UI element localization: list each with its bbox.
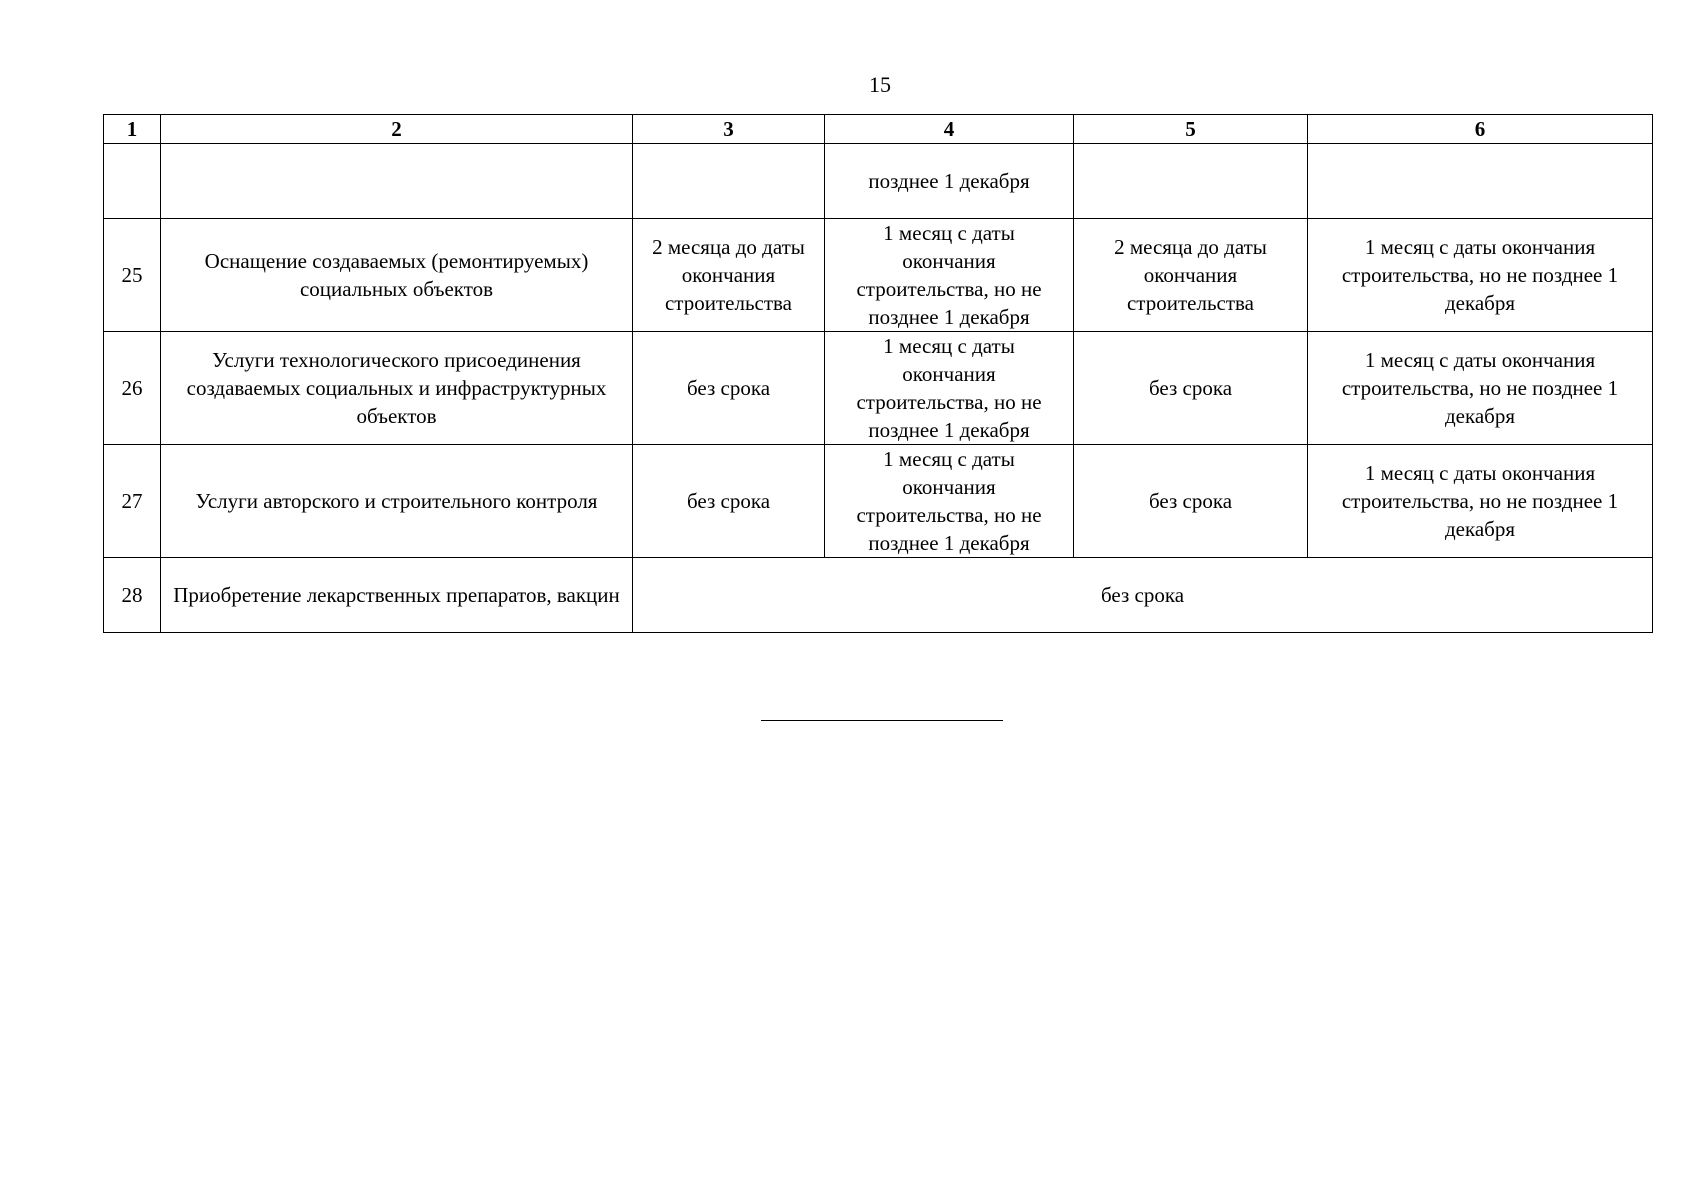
- cell-name: Оснащение создаваемых (ремонтируемых) социальных объектов: [161, 219, 633, 332]
- cell-col4: 1 месяц с даты окончания строительства, но не позднее 1 декабря: [825, 445, 1074, 558]
- cell-number: 28: [104, 558, 161, 633]
- table-row: [104, 332, 1653, 445]
- cell-col5: 2 месяца до даты окончания строительства: [1074, 219, 1308, 332]
- cell-empty: [104, 144, 161, 219]
- header-col-4: 4: [825, 115, 1074, 144]
- cell-name: Приобретение лекарственных препаратов, вакцин: [161, 558, 633, 633]
- deadlines-table: [103, 114, 1653, 633]
- table-header-row: [104, 115, 1653, 144]
- cell-name: Услуги авторского и строительного контроля: [161, 445, 633, 558]
- cell-number: 27: [104, 445, 161, 558]
- cell-col6: 1 месяц с даты окончания строительства, но не позднее 1 декабря: [1308, 332, 1653, 445]
- cell-name: Услуги технологического присоединения создаваемых социальных и инфраструктурных объектов: [161, 332, 633, 445]
- cell-number: 25: [104, 219, 161, 332]
- cell-empty: [161, 144, 633, 219]
- cell-col5: без срока: [1074, 332, 1308, 445]
- cell-number: 26: [104, 332, 161, 445]
- page-number: 15: [869, 72, 891, 97]
- cell-empty: [633, 144, 825, 219]
- cell-col6: 1 месяц с даты окончания строительства, но не позднее 1 декабря: [1308, 445, 1653, 558]
- header-col-6: 6: [1308, 115, 1653, 144]
- header-col-1: 1: [104, 115, 161, 144]
- cell-col3: без срока: [633, 445, 825, 558]
- cell-col3: 2 месяца до даты окончания строительства: [633, 219, 825, 332]
- table-row: [104, 219, 1653, 332]
- header-col-5: 5: [1074, 115, 1308, 144]
- header-col-3: 3: [633, 115, 825, 144]
- cell-col4: позднее 1 декабря: [825, 144, 1074, 219]
- table-row-continuation: [104, 144, 1653, 219]
- cell-col4: 1 месяц с даты окончания строительства, но не позднее 1 декабря: [825, 219, 1074, 332]
- closing-divider: [761, 720, 1003, 721]
- cell-col3: без срока: [633, 332, 825, 445]
- cell-col5: без срока: [1074, 445, 1308, 558]
- cell-empty: [1074, 144, 1308, 219]
- table-row: [104, 445, 1653, 558]
- cell-col4: 1 месяц с даты окончания строительства, но не позднее 1 декабря: [825, 332, 1074, 445]
- cell-empty: [1308, 144, 1653, 219]
- header-col-2: 2: [161, 115, 633, 144]
- cell-merged: без срока: [633, 558, 1653, 633]
- table-row: [104, 558, 1653, 633]
- cell-col6: 1 месяц с даты окончания строительства, но не позднее 1 декабря: [1308, 219, 1653, 332]
